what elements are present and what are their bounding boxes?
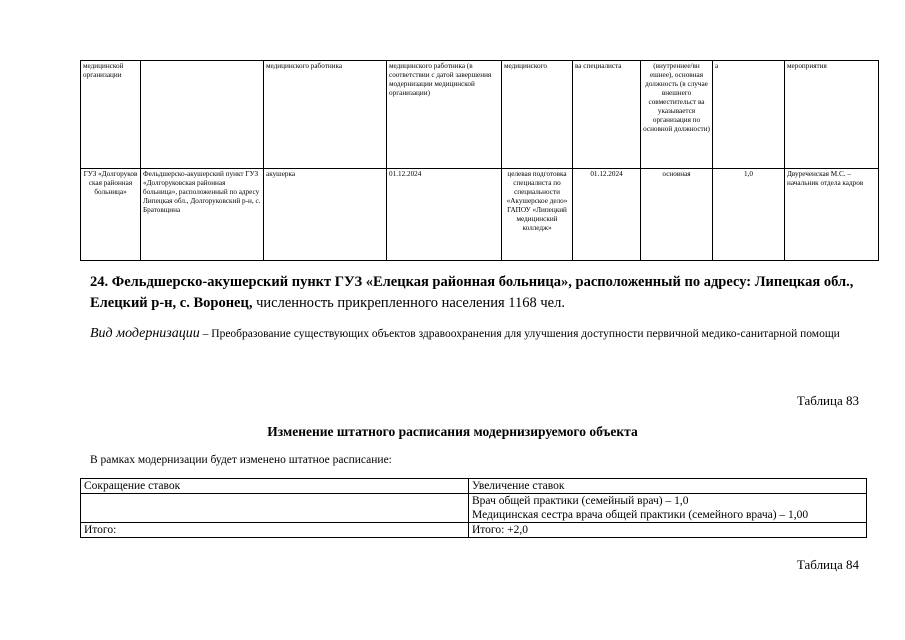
- table-header-row: [81, 61, 879, 169]
- staff-change-table: [80, 478, 867, 538]
- table-cell: Увеличение ставок: [469, 479, 867, 494]
- table-83-title: Изменение штатного расписания модернизируемого объекта: [267, 424, 638, 439]
- table-cell: целевая подготовка специалиста по специальности «Акушерское дело» ГАПОУ «Липецкий медицинский колледж»: [502, 169, 573, 261]
- table-cell: 1,0: [713, 169, 785, 261]
- modernization-type: [90, 325, 865, 343]
- table-cell: медицинского: [502, 61, 573, 169]
- table-cell: мероприятия: [785, 61, 879, 169]
- table-cell: ГУЗ «Долгоруков ская районная больница»: [81, 169, 141, 261]
- table-cell: [469, 494, 867, 523]
- table-cell: ва специалиста: [573, 61, 641, 169]
- table-83-label: Таблица 83: [796, 393, 859, 408]
- modernization-text: – Преобразование существующих объектов здравоохранения для улучшения доступности первичной медико-санитарной помощи: [199, 328, 840, 340]
- table-cell: акушерка: [264, 169, 387, 261]
- table-cell: Сокращение ставок: [81, 479, 469, 494]
- table-cell: Фельдшерско-акушерский пункт ГУЗ «Долгоруковская районная больница», расположенный по адресу Липецкая обл., Долгоруковский р-н, с. Братовщина: [141, 169, 264, 261]
- table-cell: медицинского работника (в соответствии с датой завершения модернизации медицинской организации): [387, 61, 502, 169]
- table-cell: Итого:: [81, 523, 469, 538]
- table-cell: основная: [641, 169, 713, 261]
- intro-text: В рамках модернизации будет изменено штатное расписание:: [90, 454, 392, 466]
- increase-item: Медицинская сестра врача общей практики (семейного врача) – 1,00: [472, 509, 809, 521]
- heading-population: численность прикрепленного населения 1168 чел.: [252, 295, 565, 311]
- table-cell: Двуреченская М.С. – начальник отдела кадров: [785, 169, 879, 261]
- table-cell: 01.12.2024: [573, 169, 641, 261]
- table-row: [81, 494, 867, 523]
- table-cell: а: [713, 61, 785, 169]
- table-84-label: Таблица 84: [796, 557, 859, 572]
- table-cell: 01.12.2024: [387, 169, 502, 261]
- table-cell: [81, 494, 469, 523]
- table-cell: [141, 61, 264, 169]
- table-cell: Итого: +2,0: [469, 523, 867, 538]
- table-row: [81, 169, 879, 261]
- section-heading: [90, 272, 865, 314]
- table-header-row: [81, 479, 867, 494]
- table-cell: медицинской организации: [81, 61, 141, 169]
- table-cell: (внутреннее/вн ешнее), основная должность (в случае внешнего совместительст ва указывается организация по основной должности): [641, 61, 713, 169]
- table-cell: медицинского работника: [264, 61, 387, 169]
- staffing-table-continuation: [80, 60, 879, 261]
- increase-item: Врач общей практики (семейный врач) – 1,0: [472, 495, 689, 507]
- heading-bold: 24. Фельдшерско-акушерский пункт ГУЗ «Елецкая районная больница», расположенный по адресу: Липецкая обл., Елецкий р-н, с. Воронец,: [90, 274, 854, 311]
- table-row: [81, 523, 867, 538]
- modernization-label: Вид модернизации: [90, 326, 200, 341]
